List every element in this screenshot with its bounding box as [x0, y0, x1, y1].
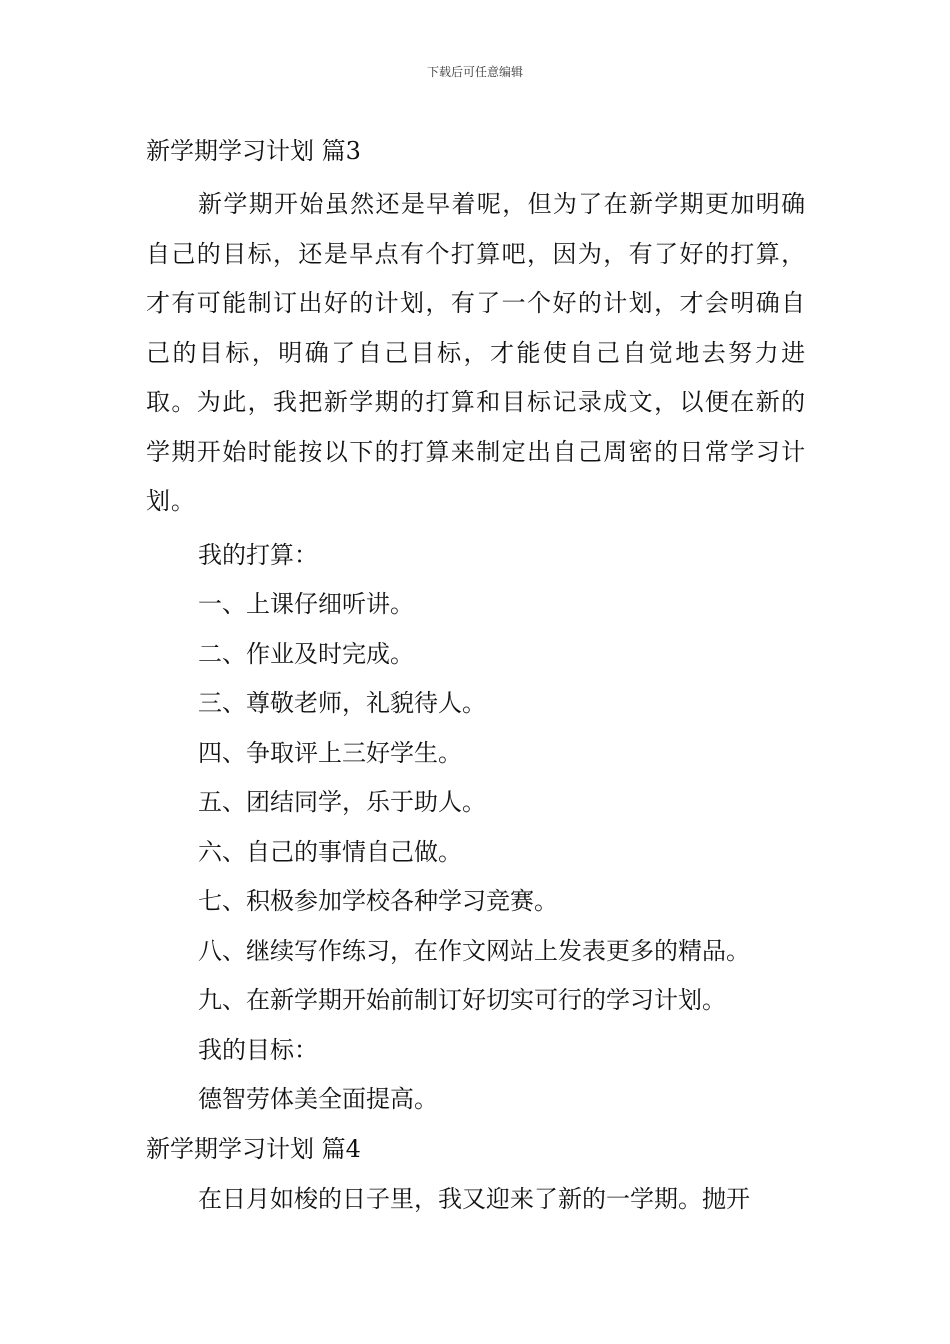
section-4-heading: 新学期学习计划 篇4: [146, 1134, 361, 1163]
section-4-intro-line: 在日月如梭的日子里，我又迎来了新的一学期。抛开: [198, 1184, 750, 1213]
goal-text: 德智劳体美全面提高。: [198, 1085, 438, 1113]
document-body: [146, 130, 806, 1220]
plan-item-1: 一、上课仔细听讲。: [198, 590, 414, 618]
goal-label: 我的目标：: [198, 1035, 318, 1064]
plan-item-8: 八、继续写作练习，在作文网站上发表更多的精品。: [198, 936, 750, 965]
plan-item-4: 四、争取评上三好学生。: [198, 738, 462, 767]
plan-item-3: 三、尊敬老师，礼貌待人。: [198, 689, 486, 717]
plan-item-5: 五、团结同学，乐于助人。: [198, 788, 486, 816]
plan-item-6: 六、自己的事情自己做。: [198, 837, 462, 866]
page-header: 下载后可任意编辑: [426, 65, 523, 79]
section-3-heading: 新学期学习计划 篇3: [146, 137, 361, 165]
plans-label: 我的打算：: [198, 540, 318, 569]
plan-item-9: 九、在新学期开始前制订好切实可行的学习计划。: [198, 986, 726, 1014]
plan-item-7: 七、积极参加学校各种学习竞赛。: [198, 887, 558, 915]
plan-item-2: 二、作业及时完成。: [198, 639, 414, 668]
section-3-intro-paragraph: 新学期开始虽然还是早着呢，但为了在新学期更加明确自己的目标，还是早点有个打算吧，因为，有了好的打算，才有可能制订出好的计划，有了一个好的计划，才会明确自己的目标，明确了自己目标，才能使自己自觉地去努力进取。为此，我把新学期的打算和目标记录成文，以便在新的学期开始时能按以下的打算来制定出自己周密的日常学习计划。: [146, 190, 806, 515]
